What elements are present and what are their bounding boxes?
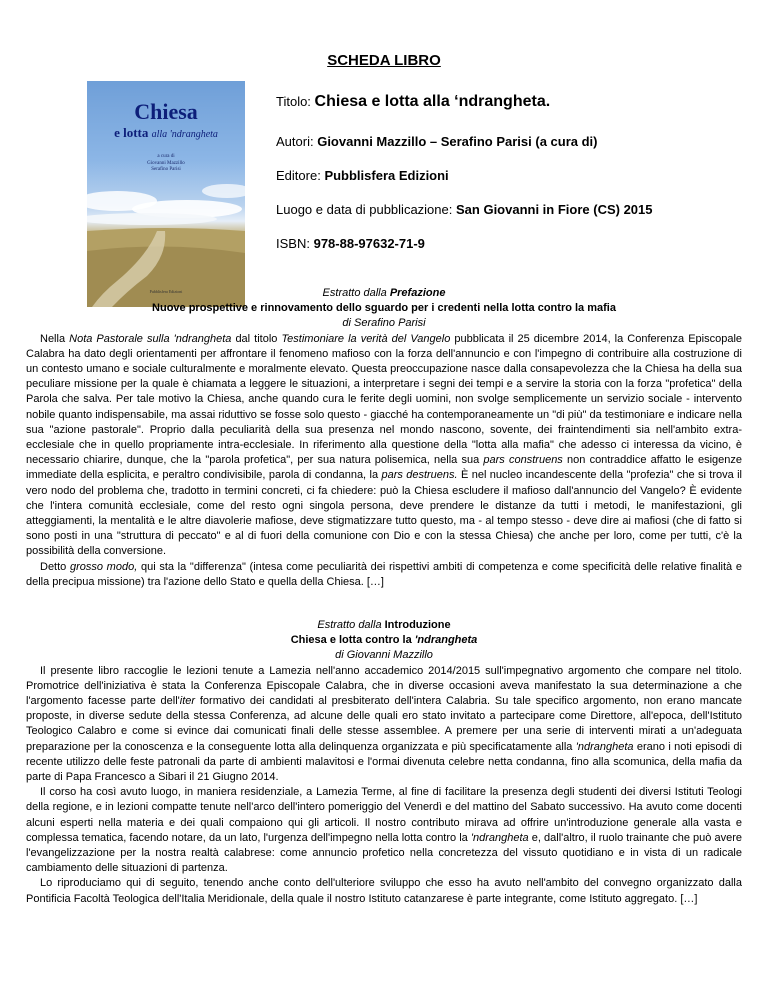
- prefazione-header: [26, 286, 742, 332]
- introduzione-section-name: Introduzione: [384, 619, 451, 631]
- introduzione-extract-label: Estratto dalla: [317, 619, 382, 631]
- introduzione-paragraph-3: Lo riproduciamo qui di seguito, tenendo anche conto dell'ulteriore sviluppo che esso ha avuto nell'ambito del convegno organizzato dalla Pontificia Facoltà Teologica dell'Italia Meridionale, della quale il nostro Istituto catanzarese è parte integrante, come Istituto aggregato. […]: [26, 877, 742, 905]
- prefazione-paragraph-1: Nella Nota Pastorale sulla 'ndrangheta dal titolo Testimoniare la verità del Vangelo pubblicata il 25 dicembre 2014, la Conferenza Episcopale Calabra ha dato degli orientamenti per affrontare il fenomeno mafioso con la forza dell'annuncio e con l'impegno di contribuire alla costruzione di un contesto umano e sociale culturalmente e moralmente elevato. Questa preoccupazione nasce dalla consapevolezza che la Chiesa ha della sua peculiare missione per la quale è chiamata a leggere le situazioni, a interpretare i segni dei tempi e a servire la storia con la forza "profetica" della Parola che salva. Per tale motivo la Chiesa, anche quando cura le ferite degli uomini, non svolge semplicemente un servizio sociale - intervento nobile quanto indispensabile, ma assai riduttivo se fosse solo questo - giacché ha contemporaneamente un "di più" da testimoniare e indicare nella sua "azione pastorale". Proprio dalla peculiarità della sua presenza nel mondo nascono, sovente, dei fraintendimenti sia nell'ambito extra-ecclesiale che in quello propriamente intra-ecclesiale. In riferimento alla questione della "lotta alla mafia" che adesso ci interessa da vicino, è necessario chiarire, dunque, che la "parola profetica", per sua natura polisemica, nella sua pars construens non contraddice affatto le esigenze immediate della esplicita, e peraltro condivisibile, parola di condanna, la pars destruens. È nel nucleo incandescente della "profezia" che si trova il vero nodo del problema che, tradotto in termini concreti, ci fa chiedere: può la Chiesa escludere il mafioso dall'annuncio del Vangelo? È evidente che l'intera comunità ecclesiale, come del resto ogni singola persona, deve prendere le distanze da tutti i metodi, le manifestazioni, gli atteggiamenti, la mentalità e le altre diavolerie mafiose, deve stigmatizzare tutto questo, ma - al tempo stesso - deve dire ai mafiosi (che di fatto si sono posti in una "struttura di peccato" e al di fuori della comunione con Dio e con la stessa Chiesa) che anche per loro, come per tutti, c'è la possibilità della conversione.: [26, 332, 743, 558]
- meta-title: [276, 93, 550, 111]
- prefazione-section: [26, 286, 742, 590]
- meta-title-value: Chiesa e lotta alla ‘ndrangheta.: [314, 93, 551, 110]
- meta-isbn: [276, 236, 425, 251]
- meta-place: [276, 202, 653, 217]
- meta-authors-label: Autori:: [276, 134, 314, 149]
- cover-author-2: Serafino Parisi: [151, 167, 181, 172]
- meta-publisher-label: Editore:: [276, 168, 321, 183]
- prefazione-extract-label: Estratto dalla: [322, 287, 387, 299]
- cover-author-1: Giovanni Mazzillo: [147, 161, 185, 166]
- introduzione-header: [26, 618, 742, 664]
- meta-isbn-value: 978-88-97632-71-9: [313, 236, 425, 251]
- meta-publisher: [276, 168, 449, 183]
- meta-publisher-value: Pubblisfera Edizioni: [324, 168, 449, 183]
- introduzione-paragraph-1: Il presente libro raccoglie le lezioni tenute a Lamezia nell'anno accademico 2014/2015 sull'impegnativo argomento che compare nel titolo. Promotrice dell'iniziativa è stata la Conferenza Episcopale Calabra, che in diverse occasioni aveva manifestato la sua determinazione a che l'argomento facesse parte dell'iter formativo dei candidati al presbiterato dell'intera Calabria. Su tale specifico argomento, non erano mancate proposte, in diverse sedute della stessa Conferenza, ad alcune delle quali ero stato invitato a partecipare come Direttore, all'epoca, dell'Istituto Teologico Calabro e come si evince dai comunicati finali delle stesse assemblee. A premere per una serie di interventi mirati a un'adeguata preparazione per la conoscenza e la conseguente lotta alla delinquenza organizzata e più specificatamente alla 'ndrangheta erano i noti episodi di recente utilizzo delle feste patronali da parte di ambienti malavitosi e l'ormai divenuta celebre netta condanna, fino alla scomunica, della mafia da parte di Papa Francesco a Sibari il 21 Giugno 2014.: [26, 664, 742, 784]
- meta-title-label: Titolo:: [276, 94, 311, 109]
- meta-isbn-label: ISBN:: [276, 236, 310, 251]
- meta-authors-value: Giovanni Mazzillo – Serafino Parisi (a cura di): [317, 134, 598, 149]
- prefazione-section-name: Prefazione: [389, 287, 446, 299]
- cover-curatori-label: a cura di: [157, 154, 175, 159]
- meta-authors: [276, 134, 598, 149]
- prefazione-subtitle: Nuove prospettive e rinnovamento dello sguardo per i credenti nella lotta contro la mafia: [152, 302, 616, 315]
- prefazione-paragraph-2: Detto grosso modo, qui sta la "differenza" (intesa come peculiarità dei rispettivi ambiti di competenza e come specificità delle relative finalità e della precipua missione) tra l'azione dello Stato e quella della Chiesa. […]: [26, 560, 742, 588]
- book-cover-image: [87, 81, 245, 307]
- meta-place-value: San Giovanni in Fiore (CS) 2015: [456, 202, 653, 217]
- page-title: SCHEDA LIBRO: [327, 52, 441, 69]
- cover-title-line2: [87, 125, 245, 141]
- cover-title-line2-a: e lotta: [114, 125, 149, 140]
- prefazione-extract-line: [26, 286, 742, 301]
- cover-publisher: Pubblisfera Edizioni: [149, 289, 183, 294]
- introduzione-author: di Giovanni Mazzillo: [335, 649, 433, 662]
- cover-title-line1: Chiesa: [134, 99, 198, 124]
- prefazione-author: di Serafino Parisi: [342, 317, 426, 330]
- introduzione-extract-line: [26, 618, 742, 633]
- introduzione-paragraph-2: Il corso ha così avuto luogo, in maniera residenziale, a Lamezia Terme, al fine di facilitare la presenza degli studenti dei diversi Istituti Teologi della regione, e in lezioni compatte tenute nell'arco dell'intero pomeriggio del Venerdì e del mattino del Sabato successivo. Ha avuto come docenti alcuni esperti nella materia e dei quali compaiono qui gli articoli. Il nostro contributo mirava ad offrire un'introduzione generale alla vasta e complessa tematica, facendo notare, da un lato, l'urgenza dell'impegno nella lotta contro la 'ndrangheta e, dall'altro, il ruolo trainante che può avere l'evangelizzazione per la nostra realtà calabrese: come annuncio profetico nella concretezza del vissuto quotidiano e in vista di un radicale cambiamento delle situazioni di partenza.: [26, 786, 742, 875]
- introduzione-section: [26, 618, 742, 907]
- cover-title-line2-b: alla 'ndrangheta: [151, 129, 218, 140]
- meta-place-label: Luogo e data di pubblicazione:: [276, 202, 453, 217]
- introduzione-subtitle: Chiesa e lotta contro la 'ndrangheta: [290, 634, 478, 647]
